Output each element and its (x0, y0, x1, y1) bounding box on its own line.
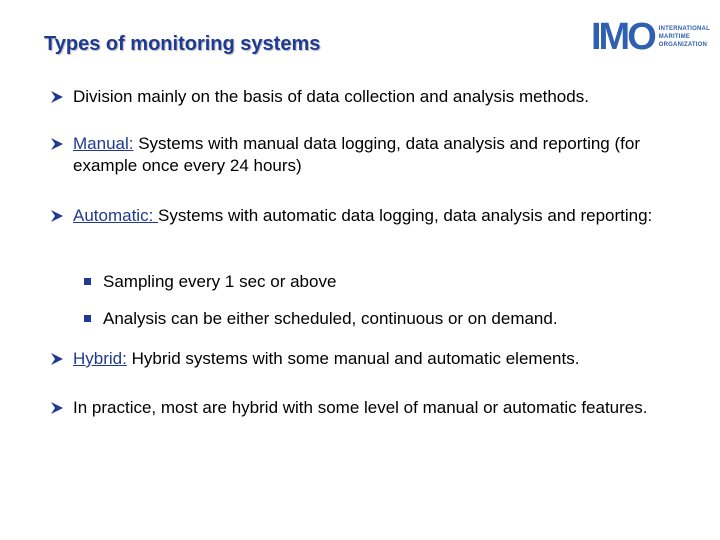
bullet-label: Hybrid: (73, 349, 127, 368)
logo-text-line: MARITIME (658, 34, 691, 40)
bullet-item (50, 86, 690, 108)
bullet-item (50, 205, 680, 227)
sub-bullet-text: Sampling every 1 sec or above (103, 272, 337, 291)
bullet-label: Automatic: (73, 206, 159, 225)
arrow-bullet-icon (50, 401, 64, 415)
bullet-text (73, 397, 680, 419)
bullet-item (50, 397, 680, 419)
bullet-body: Systems with automatic data logging, data analysis and reporting: (158, 206, 653, 225)
sub-bullet-text: Analysis can be either scheduled, continuous or on demand. (103, 309, 558, 328)
imo-logo (591, 16, 710, 58)
bullet-text (73, 205, 680, 227)
logo-mark (591, 16, 654, 58)
arrow-bullet-icon (50, 209, 64, 223)
logo-text (659, 25, 710, 49)
bullet-text (73, 133, 650, 177)
square-bullet-icon (84, 315, 91, 322)
arrow-bullet-icon (50, 137, 64, 151)
bullet-label: Manual: (73, 134, 134, 153)
bullet-body: Systems with manual data logging, data analysis and reporting (for example once every 24 hours) (73, 134, 640, 175)
sub-bullet-item (84, 271, 336, 293)
arrow-bullet-icon (50, 352, 64, 366)
logo-letters: IMO (591, 16, 654, 58)
slide-title: Types of monitoring systems (44, 33, 321, 55)
bullet-text (73, 86, 690, 108)
bullet-body: Hybrid systems with some manual and automatic elements. (126, 349, 580, 368)
sub-bullet-item (84, 308, 558, 330)
bullet-text (73, 348, 690, 370)
bullet-item (50, 348, 690, 370)
bullet-body: In practice, most are hybrid with some level of manual or automatic features. (73, 398, 648, 417)
square-bullet-icon (84, 278, 91, 285)
arrow-bullet-icon (50, 90, 64, 104)
logo-text-line: ORGANIZATION (658, 42, 708, 48)
bullet-body: Division mainly on the basis of data collection and analysis methods. (73, 87, 589, 106)
logo-text-line: INTERNATIONAL (658, 26, 710, 32)
bullet-item (50, 133, 650, 177)
